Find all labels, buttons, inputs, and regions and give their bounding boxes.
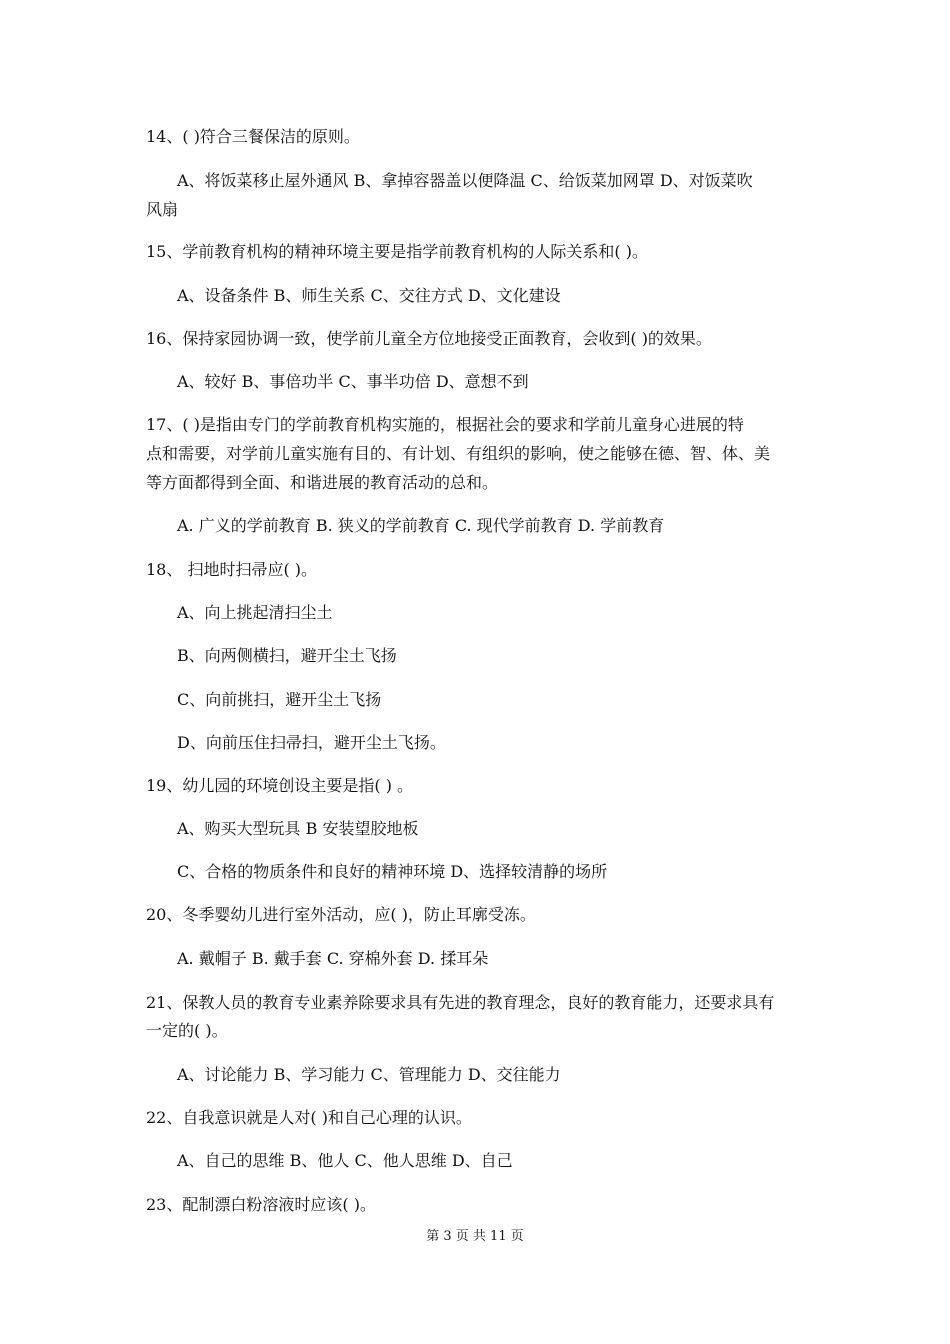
question-17-line-3: 等方面都得到全面、和谐进展的教育活动的总和。 (146, 473, 499, 492)
page-footer: 第 3 页 共 11 页 (426, 1229, 524, 1244)
question-17-line-1: 17、( )是指由专门的学前教育机构实施的，根据社会的要求和学前儿童身心进展的特 (146, 415, 744, 434)
question-18-option-c: C、向前挑扫，避开尘土飞扬 (177, 690, 382, 709)
question-17-line-2: 点和需要，对学前儿童实施有目的、有计划、有组织的影响，使之能够在德、智、体、美 (146, 444, 771, 463)
question-18-option-b: B、向两侧横扫，避开尘土飞扬 (177, 646, 397, 665)
question-20: 20、冬季婴幼儿进行室外活动，应( )，防止耳廓受冻。 (146, 905, 536, 924)
question-15-options: A、设备条件 B、师生关系 C、交往方式 D、文化建设 (177, 286, 561, 305)
question-22-options: A、自己的思维 B、他人 C、他人思维 D、自己 (177, 1151, 513, 1170)
question-15: 15、学前教育机构的精神环境主要是指学前教育机构的人际关系和( )。 (146, 242, 648, 261)
question-19: 19、幼儿园的环境创设主要是指( ) 。 (146, 776, 414, 795)
question-21-line-1: 21、保教人员的教育专业素养除要求具有先进的教育理念，良好的教育能力，还要求具有 (146, 993, 775, 1012)
question-18-option-d: D、向前压住扫帚扫，避开尘土飞扬。 (177, 733, 446, 752)
question-21-options: A、讨论能力 B、学习能力 C、管理能力 D、交往能力 (177, 1065, 561, 1084)
question-20-options: A. 戴帽子 B. 戴手套 C. 穿棉外套 D. 揉耳朵 (177, 949, 489, 968)
question-19-options-ab: A、购买大型玩具 B 安装望胶地板 (177, 819, 419, 838)
question-18-option-a: A、向上挑起清扫尘土 (177, 603, 333, 622)
question-21-line-2: 一定的( )。 (146, 1021, 228, 1040)
question-14: 14、( )符合三餐保洁的原则。 (146, 127, 360, 146)
question-22: 22、自我意识就是人对( )和自己心理的认识。 (146, 1108, 472, 1127)
question-14-options: A、将饭菜移止屋外通风 B、拿掉容器盖以便降温 C、给饭菜加网罩 D、对饭菜吹 (177, 171, 753, 190)
question-23: 23、配制漂白粉溶液时应该( )。 (146, 1195, 376, 1214)
question-14-options-wrap: 风扇 (146, 200, 179, 219)
question-16-options: A、较好 B、事倍功半 C、事半功倍 D、意想不到 (177, 372, 529, 391)
question-19-options-cd: C、合格的物质条件和良好的精神环境 D、选择较清静的场所 (177, 862, 608, 881)
question-16: 16、保持家园协调一致，使学前儿童全方位地接受正面教育，会收到( )的效果。 (146, 329, 712, 348)
question-17-options: A. 广义的学前教育 B. 狭义的学前教育 C. 现代学前教育 D. 学前教育 (177, 516, 665, 535)
question-18: 18、 扫地时扫帚应( )。 (146, 560, 318, 579)
